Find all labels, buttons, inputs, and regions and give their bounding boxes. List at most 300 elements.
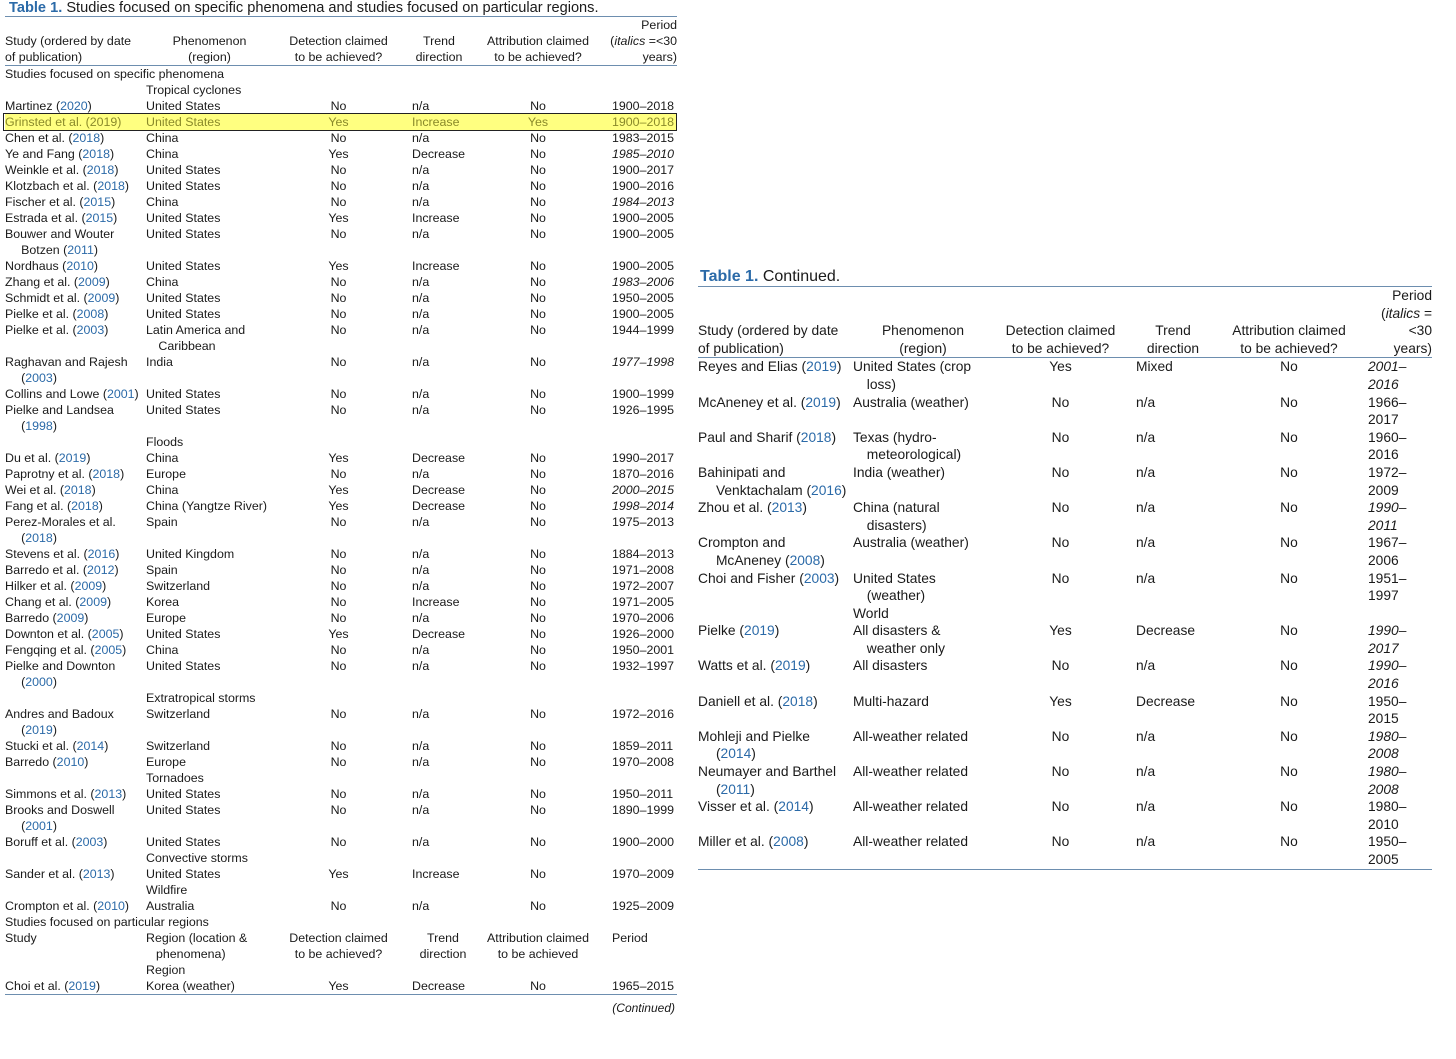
- detection-cell: No: [330, 835, 347, 849]
- detection-cell: No: [330, 563, 347, 577]
- attribution-cell: No: [530, 547, 546, 561]
- detection-cell: No: [1051, 500, 1070, 516]
- study-year-link[interactable]: 2015: [85, 211, 114, 225]
- study-year-link[interactable]: 2005: [91, 627, 120, 641]
- attribution-cell: No: [530, 211, 546, 225]
- trend-cell: Decrease: [412, 979, 466, 993]
- phenomenon-text: All-weather related: [853, 728, 969, 744]
- section-row: [5, 914, 677, 930]
- detection-cell: Yes: [328, 867, 349, 881]
- study-year-link[interactable]: 2018: [782, 693, 814, 709]
- phenomenon-cell: [146, 162, 273, 178]
- study-cell: [5, 402, 146, 434]
- study-year-link[interactable]: 2000: [25, 675, 53, 689]
- table-row: [5, 498, 677, 514]
- header-study: Study (ordered by date of publication): [698, 323, 839, 356]
- study-year-link[interactable]: 2009: [74, 579, 103, 593]
- detection-cell: No: [1051, 464, 1070, 480]
- trend-cell: n/a: [412, 579, 430, 593]
- period-cell: 1972–2016: [612, 707, 675, 721]
- study-year-link[interactable]: 2009: [79, 595, 107, 609]
- period-cell: 1900–2016: [612, 179, 675, 193]
- study-cell: [5, 898, 146, 914]
- study-cell: [698, 657, 853, 692]
- study-year-link[interactable]: 2008: [773, 834, 804, 850]
- attribution-cell: No: [530, 467, 546, 481]
- study-citation: Estrada et al. (2015): [5, 211, 118, 225]
- phenomenon-text: Switzerland: [146, 579, 211, 593]
- detection-cell: Yes: [273, 114, 404, 130]
- attribution-cell: Yes: [474, 114, 602, 130]
- attribution-cell: No: [530, 835, 546, 849]
- table-title: [5, 0, 677, 16]
- study-citation: Crompton et al. (2010): [5, 899, 130, 913]
- study-authors: Estrada et al.: [5, 211, 79, 225]
- table-1-continued-panel: [698, 268, 1432, 870]
- study-year-link[interactable]: 2003: [75, 835, 104, 849]
- trend-cell: n/a: [412, 291, 430, 305]
- group-row: [5, 962, 677, 978]
- table-row: [698, 464, 1432, 499]
- study-authors: Chen et al.: [5, 131, 65, 145]
- study-authors: Simmons et al.: [5, 787, 87, 801]
- phenomenon-text: United States (weather): [853, 570, 936, 604]
- study-cell: [5, 98, 146, 114]
- attribution-cell: No: [530, 483, 546, 497]
- table-row: [5, 178, 677, 194]
- study-citation: Andres and Badoux (2019): [5, 707, 114, 737]
- table-row: [5, 482, 677, 498]
- study-year-link[interactable]: 2018: [64, 483, 92, 497]
- study-authors: Wei et al.: [5, 483, 57, 497]
- phenomenon-cell: [146, 482, 273, 498]
- study-year-link[interactable]: 2003: [803, 570, 835, 586]
- detection-cell: Yes: [328, 259, 349, 273]
- detection-cell: No: [1051, 394, 1070, 410]
- header-attribution: Attribution claimed to be achieved?: [1232, 323, 1346, 356]
- study-year-link[interactable]: 2009: [87, 291, 116, 305]
- phenomenon-text: Australia (weather): [853, 394, 969, 410]
- phenomenon-cell: [146, 130, 273, 146]
- detection-cell: No: [330, 899, 347, 913]
- header-period: Period (italics =<30 years): [1381, 288, 1432, 356]
- table-row: [5, 546, 677, 562]
- study-authors: Watts et al.: [698, 658, 767, 674]
- trend-cell: n/a: [412, 899, 430, 913]
- attribution-cell: No: [1280, 623, 1298, 639]
- group-row: [5, 434, 677, 450]
- study-year-link[interactable]: 2005: [94, 643, 123, 657]
- study-authors: Pielke and Downton: [5, 659, 116, 673]
- group-heading: Floods: [146, 435, 184, 449]
- detection-cell: Yes: [328, 483, 349, 497]
- study-year-link[interactable]: 2010: [66, 259, 94, 273]
- trend-cell: n/a: [1136, 429, 1156, 445]
- study-year-link[interactable]: 2003: [25, 371, 53, 385]
- trend-cell: n/a: [1136, 570, 1156, 586]
- table-row: [5, 210, 677, 226]
- subheader-period: Period: [612, 931, 648, 945]
- table-row: [5, 322, 677, 354]
- study-citation: Grinsted et al. (2019): [5, 115, 122, 129]
- attribution-cell: No: [530, 131, 546, 145]
- phenomenon-text: United States: [146, 403, 221, 417]
- phenomenon-text: China: [146, 195, 179, 209]
- period-cell: 1970–2006: [612, 611, 675, 625]
- study-cell: [5, 514, 146, 546]
- study-year-link[interactable]: 2019: [25, 723, 53, 737]
- detection-cell: No: [330, 659, 347, 673]
- study-year-link[interactable]: 2013: [82, 867, 111, 881]
- study-year-link[interactable]: 2014: [76, 739, 105, 753]
- study-year-link[interactable]: 2018: [86, 163, 115, 177]
- trend-cell: Decrease: [412, 627, 466, 641]
- study-year-link[interactable]: 2014: [720, 746, 752, 762]
- attribution-cell: No: [1280, 799, 1298, 815]
- study-cell: [698, 534, 853, 569]
- trend-cell: n/a: [412, 739, 430, 753]
- table-row: [698, 622, 1432, 657]
- trend-cell: Decrease: [412, 483, 466, 497]
- study-citation: Pielke et al. (2008): [5, 307, 109, 321]
- study-citation: Bouwer and Wouter Botzen (2011): [5, 227, 115, 257]
- study-year-link[interactable]: 2008: [76, 307, 105, 321]
- phenomenon-text: China: [146, 643, 179, 657]
- study-cell: [5, 978, 146, 995]
- study-citation: Zhang et al. (2009): [5, 275, 110, 289]
- study-citation: Schmidt et al. (2009): [5, 291, 120, 305]
- phenomenon-cell: [146, 610, 273, 626]
- study-cell: [5, 546, 146, 562]
- trend-cell: n/a: [412, 803, 430, 817]
- header-attribution: Attribution claimed to be achieved?: [487, 34, 589, 64]
- detection-cell: Yes: [328, 979, 349, 993]
- period-cell: 1900–2005: [612, 211, 675, 225]
- study-citation: Miller et al. (2008): [698, 834, 809, 850]
- table-row: [5, 194, 677, 210]
- phenomenon-text: China: [146, 131, 179, 145]
- study-authors: Nordhaus: [5, 259, 59, 273]
- period-cell: 1890–1999: [612, 803, 675, 817]
- table-row: [5, 786, 677, 802]
- study-year-link[interactable]: 2013: [771, 500, 803, 516]
- study-cell: [5, 562, 146, 578]
- period-cell: 1980–2008: [1368, 728, 1407, 762]
- attribution-cell: No: [1280, 464, 1298, 480]
- study-cell: [5, 482, 146, 498]
- phenomenon-text: All-weather related: [853, 799, 969, 815]
- study-citation: Visser et al. (2014): [698, 799, 814, 815]
- study-year-link[interactable]: 2019: [774, 658, 806, 674]
- detection-cell: No: [330, 755, 347, 769]
- header-row: [698, 287, 1432, 358]
- study-cell: [5, 866, 146, 882]
- detection-cell: No: [330, 179, 347, 193]
- study-authors: Paprotny et al.: [5, 467, 85, 481]
- phenomenon-cell: [146, 402, 273, 434]
- attribution-cell: No: [1280, 693, 1298, 709]
- phenomenon-text: China (natural disasters): [853, 500, 940, 533]
- study-year-link[interactable]: 2003: [76, 323, 105, 337]
- study-cell: [698, 798, 853, 833]
- phenomenon-cell: [146, 738, 273, 754]
- study-authors: Weinkle et al.: [5, 163, 80, 177]
- phenomenon-text: Latin America and Caribbean: [146, 323, 246, 353]
- attribution-cell: No: [530, 451, 546, 465]
- study-authors: Hilker et al.: [5, 579, 67, 593]
- phenomenon-cell: [146, 354, 273, 386]
- phenomenon-text: United States: [146, 787, 221, 801]
- table-row: [5, 626, 677, 642]
- trend-cell: n/a: [412, 467, 430, 481]
- table-row: [5, 290, 677, 306]
- attribution-cell: No: [1280, 500, 1298, 516]
- section-heading-phenomena: Studies focused on specific phenomena: [5, 67, 225, 81]
- phenomenon-cell: [853, 622, 993, 657]
- study-year-link[interactable]: 1998: [25, 419, 53, 433]
- study-cell: [5, 258, 146, 274]
- detection-cell: No: [330, 195, 347, 209]
- study-cell: [5, 146, 146, 162]
- detection-cell: No: [330, 131, 347, 145]
- period-cell: 1950–2015: [1368, 693, 1407, 727]
- trend-cell: n/a: [412, 307, 430, 321]
- study-citation: Chang et al. (2009): [5, 595, 112, 609]
- phenomenon-text: United States: [146, 291, 221, 305]
- table-caption-continued: Continued.: [762, 268, 841, 285]
- study-authors: Brooks and Doswell: [5, 803, 115, 817]
- period-cell: 1980–2008: [1368, 764, 1407, 797]
- attribution-cell: No: [530, 307, 546, 321]
- study-authors: Pielke et al.: [5, 307, 70, 321]
- study-year-link[interactable]: 2019: [58, 451, 87, 465]
- detection-cell: No: [330, 579, 347, 593]
- detection-cell: No: [330, 611, 347, 625]
- attribution-cell: No: [530, 611, 546, 625]
- phenomenon-text: United States: [146, 211, 221, 225]
- study-year-link[interactable]: 2010: [56, 755, 85, 769]
- subheader-detection: Detection claimed to be achieved?: [289, 931, 388, 961]
- attribution-cell: No: [530, 515, 546, 529]
- header-trend: Trend direction: [1146, 323, 1200, 356]
- study-year-link[interactable]: 2009: [78, 275, 106, 289]
- trend-cell: Increase: [412, 259, 460, 273]
- period-cell: 1972–2009: [1368, 464, 1407, 498]
- trend-cell: n/a: [412, 323, 430, 337]
- study-year-link[interactable]: 2001: [25, 819, 53, 833]
- phenomenon-cell: [853, 464, 993, 499]
- phenomenon-text: United States: [146, 179, 221, 193]
- study-year-link[interactable]: 2001: [106, 387, 135, 401]
- attribution-cell: No: [530, 867, 546, 881]
- detection-cell: Yes: [328, 627, 349, 641]
- study-authors: Choi and Fisher: [698, 570, 796, 586]
- study-year-link[interactable]: 2018: [97, 179, 125, 193]
- study-year-link[interactable]: 2018: [72, 131, 101, 145]
- study-citation: Paprotny et al. (2018): [5, 467, 125, 481]
- header-detection: Detection claimed to be achieved?: [289, 34, 388, 64]
- subheader-row: [5, 930, 677, 962]
- header-study: Study (ordered by date of publication): [5, 34, 132, 64]
- study-cell: [698, 728, 853, 763]
- study-year-link[interactable]: 2014: [778, 799, 809, 815]
- study-year-link[interactable]: 2011: [720, 781, 751, 797]
- table-row: [5, 978, 677, 995]
- period-cell: 1990–2017: [612, 451, 675, 465]
- study-year-link[interactable]: 2019: [68, 979, 96, 993]
- study-citation: Fischer et al. (2015): [5, 195, 116, 209]
- study-authors: Pielke: [698, 623, 736, 639]
- period-cell: 1967–2006: [1368, 535, 1407, 568]
- study-year-link[interactable]: 2015: [83, 195, 112, 209]
- period-cell: 1977–1998: [612, 355, 675, 369]
- study-year-link[interactable]: 2011: [67, 243, 94, 257]
- attribution-cell: No: [530, 979, 546, 993]
- study-citation: Raghavan and Rajesh (2003): [5, 355, 128, 385]
- table-row: [5, 658, 677, 690]
- study-authors: Mohleji and Pielke: [698, 728, 810, 744]
- study-year-link[interactable]: 2018: [800, 429, 832, 445]
- period-cell: 1960–2016: [1368, 429, 1407, 463]
- study-year-link[interactable]: 2009: [56, 611, 85, 625]
- phenomenon-text: China (Yangtze River): [146, 499, 267, 513]
- phenomenon-text: All disasters: [853, 658, 928, 674]
- trend-cell: n/a: [412, 547, 430, 561]
- study-authors: Collins and Lowe: [5, 387, 100, 401]
- period-cell: 1950–2001: [612, 643, 675, 657]
- study-cell: [5, 706, 146, 738]
- study-year-link[interactable]: 2019: [805, 394, 837, 410]
- study-cell: [5, 658, 146, 690]
- detection-cell: No: [330, 227, 347, 241]
- phenomenon-cell: [146, 178, 273, 194]
- table-row: [698, 833, 1432, 869]
- study-cell: [5, 290, 146, 306]
- attribution-cell: No: [530, 627, 546, 641]
- phenomenon-cell: [146, 562, 273, 578]
- table-row: [5, 466, 677, 482]
- period-cell: 1990–2011: [1368, 500, 1407, 533]
- trend-cell: n/a: [412, 275, 430, 289]
- table-caption: Studies focused on specific phenomena and studies focused on particular regions.: [66, 0, 599, 16]
- attribution-cell: No: [1280, 394, 1298, 410]
- study-citation: Chen et al. (2018): [5, 131, 105, 145]
- study-authors: Reyes and Elias: [698, 359, 798, 375]
- study-year-link[interactable]: 2019: [744, 623, 775, 639]
- detection-cell: No: [330, 803, 347, 817]
- attribution-cell: No: [530, 195, 546, 209]
- study-year-link[interactable]: 2016: [811, 482, 842, 498]
- study-year-link[interactable]: 2019: [806, 359, 837, 375]
- phenomenon-cell: [146, 226, 273, 258]
- study-year-link[interactable]: 2013: [94, 787, 123, 801]
- study-year-link[interactable]: 2010: [97, 899, 125, 913]
- study-authors: Choi et al.: [5, 979, 61, 993]
- study-year-link[interactable]: 2008: [789, 552, 821, 568]
- study-year-link[interactable]: 2018: [92, 467, 121, 481]
- study-year-link[interactable]: 2018: [71, 499, 99, 513]
- study-year-link[interactable]: 2018: [25, 531, 53, 545]
- phenomenon-cell: [146, 146, 273, 162]
- table-row: [5, 226, 677, 258]
- attribution-cell: No: [530, 323, 546, 337]
- phenomenon-text: All-weather related: [853, 764, 969, 780]
- study-year-link[interactable]: 2019: [89, 115, 118, 129]
- study-authors: Barredo et al.: [5, 563, 80, 577]
- study-citation: Watts et al. (2019): [698, 658, 811, 674]
- study-citation: Neumayer and Barthel (2011): [698, 764, 837, 797]
- phenomenon-text: Europe: [146, 467, 186, 481]
- trend-cell: n/a: [412, 643, 430, 657]
- study-year-link[interactable]: 2020: [60, 99, 88, 113]
- study-authors: Perez-Morales et al.: [5, 515, 116, 529]
- trend-cell: Increase: [404, 114, 474, 130]
- trend-cell: Mixed: [1136, 359, 1173, 375]
- phenomenon-text: United States: [146, 803, 221, 817]
- subheader-attribution: Attribution claimed to be achieved: [487, 931, 589, 961]
- study-citation: Choi et al. (2019): [5, 979, 101, 993]
- trend-cell: n/a: [412, 99, 430, 113]
- group-spacer: [5, 962, 146, 978]
- study-cell: [5, 274, 146, 290]
- table-title-continued: [698, 268, 1432, 286]
- phenomenon-cell: [146, 498, 273, 514]
- phenomenon-text: United States: [146, 307, 221, 321]
- group-heading-region: Region: [146, 963, 186, 977]
- table-row: [5, 754, 677, 770]
- study-authors: Stevens et al.: [5, 547, 81, 561]
- group-row: [5, 850, 677, 866]
- table-label-continued: Table 1.: [700, 268, 759, 285]
- phenomenon-text: Korea: [146, 595, 180, 609]
- period-cell: 1965–2015: [612, 979, 675, 993]
- study-citation: Boruff et al. (2003): [5, 835, 108, 849]
- study-authors: McAneney et al.: [698, 394, 797, 410]
- study-citation: Klotzbach et al. (2018): [5, 179, 130, 193]
- phenomenon-text: Spain: [146, 515, 178, 529]
- study-year-link[interactable]: 2016: [87, 547, 116, 561]
- detection-cell: No: [330, 707, 347, 721]
- table-row: [698, 657, 1432, 692]
- period-cell: 1900–2017: [612, 163, 675, 177]
- period-cell: 1926–1995: [612, 403, 675, 417]
- attribution-cell: No: [530, 355, 546, 369]
- study-citation: Reyes and Elias (2019): [698, 359, 842, 375]
- phenomenon-cell: [853, 657, 993, 692]
- study-authors: Du et al.: [5, 451, 52, 465]
- study-citation: Pielke et al. (2003): [5, 323, 109, 337]
- attribution-cell: No: [530, 99, 546, 113]
- phenomenon-cell: [146, 866, 273, 882]
- period-cell: 1985–2010: [612, 147, 675, 161]
- group-spacer: [5, 690, 146, 706]
- trend-cell: n/a: [412, 835, 430, 849]
- phenomenon-text: Multi-hazard: [853, 693, 929, 709]
- group-heading: Convective storms: [146, 851, 248, 865]
- study-year-link[interactable]: 2012: [86, 563, 115, 577]
- study-citation: Ye and Fang (2018): [5, 147, 115, 161]
- phenomenon-cell: [146, 210, 273, 226]
- table-row: [5, 898, 677, 914]
- study-year-link[interactable]: 2018: [82, 147, 110, 161]
- study-citation: Du et al. (2019): [5, 451, 91, 465]
- detection-cell: No: [330, 387, 347, 401]
- table-row: [698, 728, 1432, 763]
- study-cell: [5, 738, 146, 754]
- phenomenon-text: India: [146, 355, 173, 369]
- detection-cell: Yes: [328, 211, 349, 225]
- table-row: [5, 402, 677, 434]
